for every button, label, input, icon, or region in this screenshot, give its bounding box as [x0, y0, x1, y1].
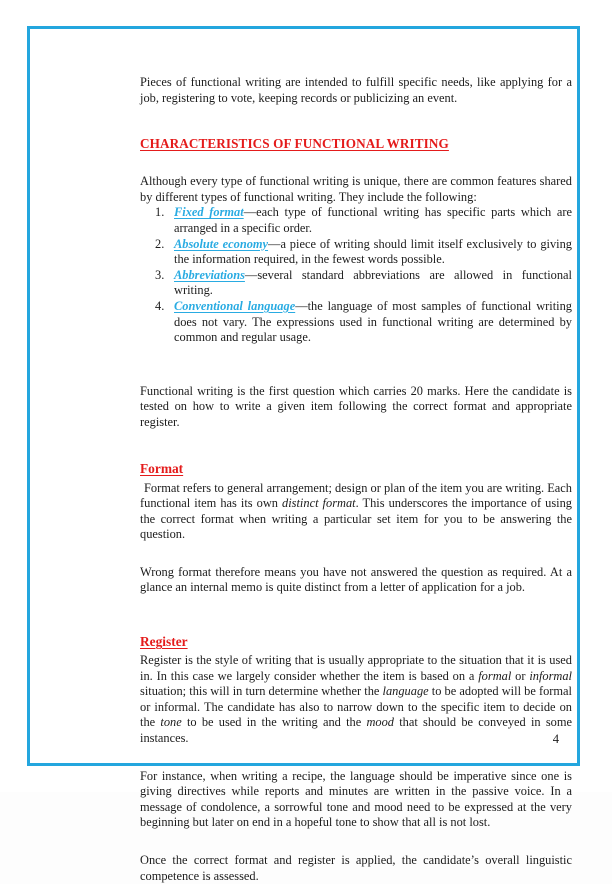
register-paragraph-2: For instance, when writing a recipe, the language should be imperative since one is giving directives while reports and minutes are written in the passive voice. In a message of condolence, a sorrowful tone and mood need to be expressed at the very beginning but later on end in a hopeful tone to show that all is not lost.	[140, 768, 572, 830]
page-number: 4	[552, 732, 559, 746]
list-item-number: 4.	[155, 298, 165, 313]
register-para1-p1: Register is the style of writing that is usually appropriate to the situation that it is used in. In this case we largely consider whether the item is based on a	[140, 653, 572, 683]
list-item-number: 3.	[155, 267, 165, 282]
page-border-frame	[27, 26, 580, 883]
document-content	[140, 75, 572, 884]
register-para1-p4: to be adopted will be formal or informal. The candidate has also to narrow down to the specific item to decide on the	[140, 684, 572, 730]
list-item-text: —the language of most samples of functional writing does not vary. The expressions used in functional writing are determined by common and regular usage.	[174, 298, 572, 345]
list-item-term: Abbreviations	[174, 267, 245, 282]
spacer	[140, 831, 572, 853]
list-item-number: 2.	[155, 236, 165, 251]
register-heading: Register	[140, 634, 188, 650]
list-item	[140, 205, 572, 236]
register-paragraph-3: Once the correct format and register is applied, the candidate’s overall linguistic competence is assessed.	[140, 853, 572, 883]
list-item-term: Conventional language	[174, 298, 296, 313]
register-paragraph-1	[140, 653, 572, 747]
characteristics-heading: CHARACTERISTICS OF FUNCTIONAL WRITING	[140, 136, 449, 152]
intro-paragraph: Pieces of functional writing are intended to fulfill specific needs, like applying for a job, registering to vote, keeping records or publicizing an event.	[140, 75, 572, 105]
format-para1-italic: distinct format	[282, 496, 356, 511]
spacer	[140, 596, 572, 634]
register-para1-p2: or	[511, 668, 530, 683]
register-para1-i1: formal	[478, 668, 512, 683]
register-para1-i5: mood	[366, 715, 394, 730]
format-paragraph-2: Wrong format therefore means you have not answered the question as required. At a glance an internal memo is quite distinct from a letter of application for a job.	[140, 564, 572, 595]
list-item-term: Absolute economy	[174, 236, 269, 251]
list-item-text: —each type of functional writing has specific parts which are arranged in a specific order.	[174, 205, 572, 235]
register-para1-i3: language	[382, 684, 429, 699]
spacer	[140, 346, 572, 384]
register-para1-p3: situation; this will in turn determine whether the	[140, 684, 383, 699]
format-para1-part2: . This underscores the importance of using the correct format when writing a particular set item for you to be answering the question.	[140, 496, 572, 542]
spacer	[140, 543, 572, 565]
spacer	[140, 152, 572, 174]
format-heading: Format	[140, 460, 184, 476]
list-item	[140, 299, 572, 346]
register-para1-i4: tone	[160, 715, 182, 730]
format-para1-part1: Format refers to general arrangement; design or plan of the item you are writing. Each functional item has its own	[140, 480, 572, 511]
list-item-text: —a piece of writing should limit itself exclusively to giving the information required, in the fewest words possible.	[174, 236, 572, 267]
spacer	[140, 431, 572, 461]
list-item-text: —several standard abbreviations are allowed in functional writing.	[174, 267, 572, 298]
list-item-term: Fixed format	[174, 205, 244, 220]
register-para1-i2: informal	[529, 668, 572, 683]
list-item-number: 1.	[155, 205, 165, 220]
characteristics-list	[140, 205, 572, 345]
spacer	[140, 747, 572, 769]
format-paragraph-1	[140, 481, 572, 543]
list-item	[140, 268, 572, 299]
spacer	[140, 106, 572, 136]
characteristics-lead: Although every type of functional writing is unique, there are common features shared by different types of functional writing. They include the following:	[140, 174, 572, 204]
register-para1-p6: that should be conveyed in some instances.	[140, 715, 572, 746]
register-para1-p5: to be used in the writing and the	[181, 715, 367, 730]
marks-note-paragraph: Functional writing is the first question which carries 20 marks. Here the candidate is tested on how to write a given item following the correct format and appropriate register.	[140, 383, 572, 429]
list-item	[140, 237, 572, 268]
